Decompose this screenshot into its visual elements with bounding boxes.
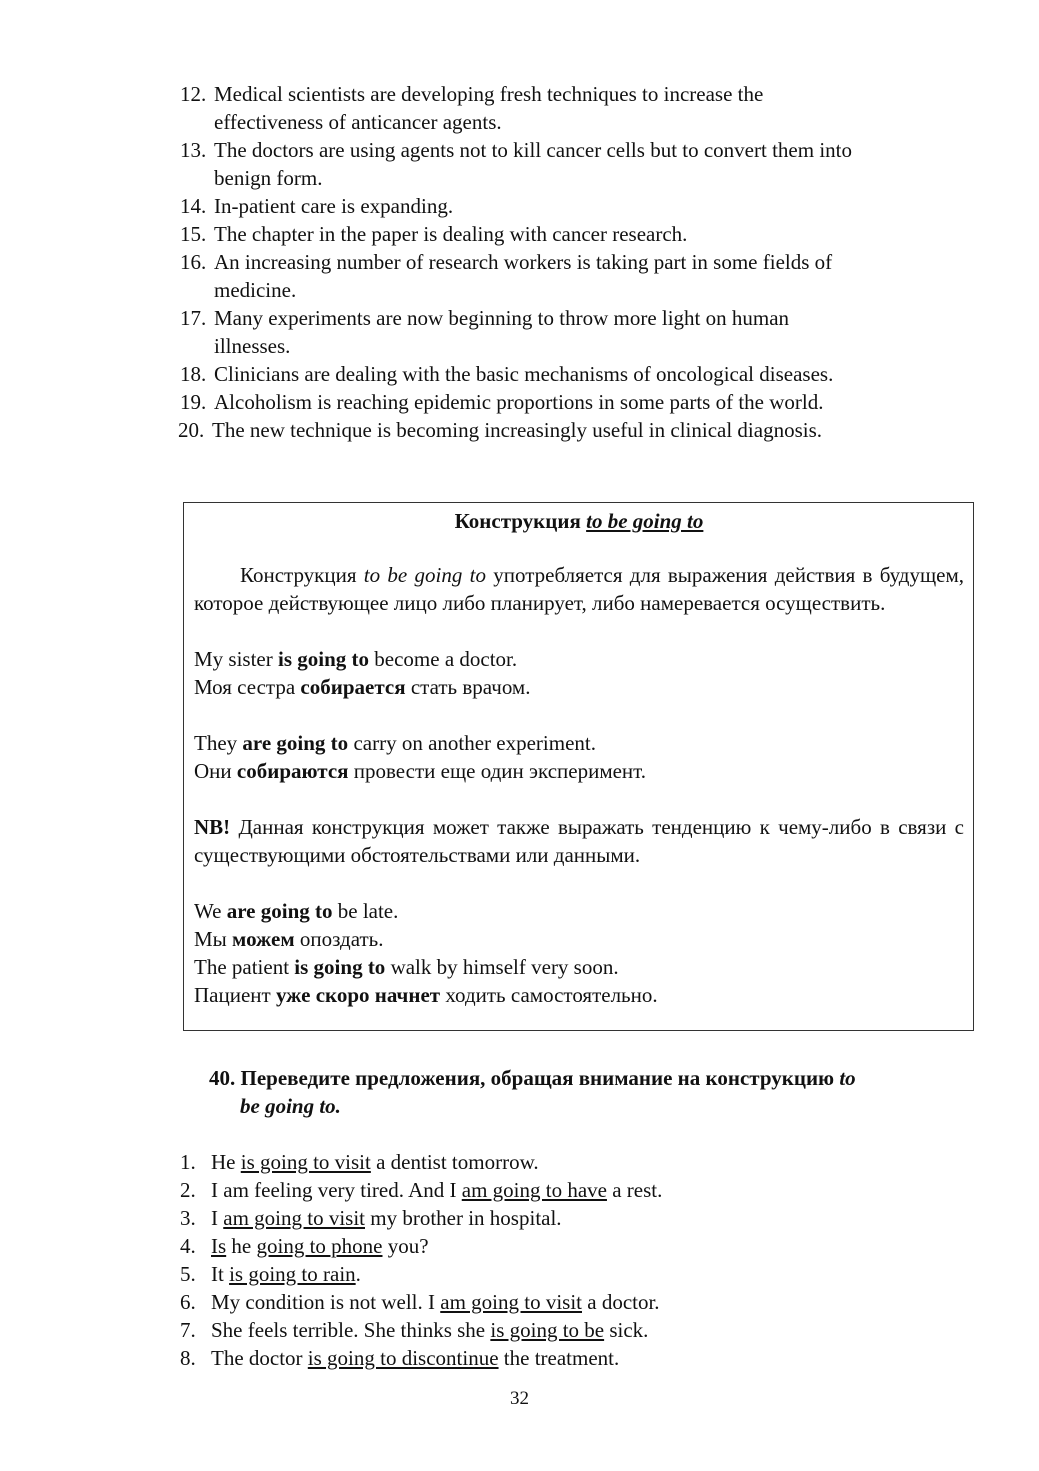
exercise-heading [209,1064,975,1120]
exercise-heading-italic: be going to. [240,1094,341,1118]
list-item [178,220,976,248]
list-item [180,1316,880,1344]
example-text: They [194,731,243,755]
item-number: 19. [180,390,207,414]
example-text: ходить самостоятельно. [440,983,658,1007]
rule-explanation [194,561,964,617]
item-text: I [211,1206,224,1230]
item-number: 8. [180,1346,196,1370]
rule-title-construction: to be going to [586,509,704,533]
underlined-construction: is going to rain [229,1262,356,1286]
nb-label: NB! [194,815,231,839]
item-text: She feels terrible. She thinks she [211,1318,491,1342]
item-text: Many experiments are now beginning to throw more light on human [214,306,790,330]
rule-title-prefix: Конструкция [454,509,581,533]
example-keyword: собирается [300,675,406,699]
item-number: 7. [180,1318,196,1342]
list-item [178,136,976,192]
example-text: Моя сестра [194,675,301,699]
example-keyword: is going to [278,647,370,671]
item-number: 17. [180,306,207,330]
item-text: The doctor [211,1346,308,1370]
item-text: The chapter in the paper is dealing with cancer research. [214,222,688,246]
example-text: Мы [194,927,233,951]
example-text: The patient [194,955,295,979]
item-number: 13. [180,138,207,162]
example-text: стать врачом. [405,675,531,699]
example-keyword: можем [232,927,295,951]
list-item [178,192,976,220]
exercise-heading-italic: to [839,1066,856,1090]
list-item [178,416,976,444]
underlined-construction: is going to be [490,1318,605,1342]
example-russian [194,981,964,1009]
item-text: . [355,1262,361,1286]
example-keyword: are going to [242,731,349,755]
underlined-construction: Is [211,1234,227,1258]
list-item [180,1204,880,1232]
item-text: Medical scientists are developing fresh techniques to increase the [214,82,764,106]
item-text-continued: effectiveness of anticancer agents. [214,110,502,134]
item-text: The new technique is becoming increasingly useful in clinical diagnosis. [212,418,823,442]
example-english [194,953,964,981]
example-text: My sister [194,647,278,671]
example-text: walk by himself very soon. [385,955,619,979]
underlined-construction: is going to visit [240,1150,371,1174]
list-item [180,1176,880,1204]
underlined-construction: am going to visit [223,1206,365,1230]
example-keyword: are going to [226,899,333,923]
item-number: 1. [180,1150,196,1174]
item-text: my brother in hospital. [365,1206,562,1230]
example-text: опоздать. [294,927,384,951]
underlined-construction: am going to visit [440,1290,582,1314]
item-text: It [211,1262,230,1286]
item-text: the treatment. [498,1346,620,1370]
item-text: a doctor. [582,1290,660,1314]
page-number: 32 [510,1388,529,1409]
underlined-construction: am going to have [461,1178,607,1202]
list-item [178,80,976,136]
example-russian [194,673,964,701]
list-item [178,360,976,388]
item-number: 5. [180,1262,196,1286]
item-text: a dentist tomorrow. [370,1150,539,1174]
example-text: Пациент [194,983,276,1007]
example-text: become a doctor. [369,647,518,671]
item-text: In-patient care is expanding. [214,194,454,218]
item-text: My condition is not well. I [211,1290,441,1314]
item-text: I am feeling very tired. And I [211,1178,462,1202]
nb-note [194,813,964,869]
example-english [194,897,964,925]
item-number: 6. [180,1290,196,1314]
item-text: Alcoholism is reaching epidemic proportions in some parts of the world. [214,390,824,414]
item-number: 16. [180,250,207,274]
list-item [180,1260,880,1288]
rule-text: употребляется для выражения действия в будущем, которое действующее лицо либо планирует, либо намеревается осуществить. [194,563,965,615]
exercise-heading-text: 40. Переведите предложения, обращая внимание на конструкцию [209,1066,835,1090]
item-number: 2. [180,1178,196,1202]
grammar-rule-box [183,502,974,1031]
item-text: An increasing number of research workers is taking part in some fields of [214,250,833,274]
underlined-construction: going to phone [256,1234,383,1258]
example-text: We [194,899,227,923]
example-text: Они [194,759,237,783]
list-item [178,304,976,360]
example-keyword: собираются [236,759,349,783]
item-number: 18. [180,362,207,386]
example-keyword: is going to [294,955,386,979]
underlined-construction: is going to discontinue [307,1346,499,1370]
sentence-list-continued [178,80,976,444]
item-text: He [211,1150,241,1174]
item-text: you? [382,1234,429,1258]
item-number: 12. [180,82,207,106]
item-text: Clinicians are dealing with the basic mechanisms of oncological diseases. [214,362,834,386]
example-text: carry on another experiment. [348,731,596,755]
item-text-continued: medicine. [214,278,297,302]
list-item [180,1344,880,1372]
item-text-continued: benign form. [214,166,323,190]
list-item [178,388,976,416]
example-text: провести еще один эксперимент. [348,759,647,783]
rule-construction-italic: to be going to [363,563,486,587]
item-number: 20. [178,418,205,442]
list-item [180,1148,880,1176]
list-item [180,1288,880,1316]
list-item [178,248,976,304]
example-text: be late. [332,899,399,923]
list-item [180,1232,880,1260]
example-english [194,729,964,757]
rule-text: Конструкция [240,563,357,587]
example-keyword: уже скоро начнет [275,983,441,1007]
item-text: he [226,1234,257,1258]
rule-title [194,507,964,535]
item-number: 3. [180,1206,196,1230]
item-number: 15. [180,222,207,246]
item-text: The doctors are using agents not to kill cancer cells but to convert them into [214,138,852,162]
example-russian [194,925,964,953]
item-number: 14. [180,194,207,218]
item-text-continued: illnesses. [214,334,291,358]
example-english [194,645,964,673]
exercise-sentence-list [180,1148,880,1372]
item-text: a rest. [606,1178,663,1202]
example-russian [194,757,964,785]
item-text: sick. [604,1318,649,1342]
nb-text: Данная конструкция может также выражать тенденцию к чему-либо в связи с существующими обстоятельствами или данными. [194,815,964,867]
item-number: 4. [180,1234,196,1258]
